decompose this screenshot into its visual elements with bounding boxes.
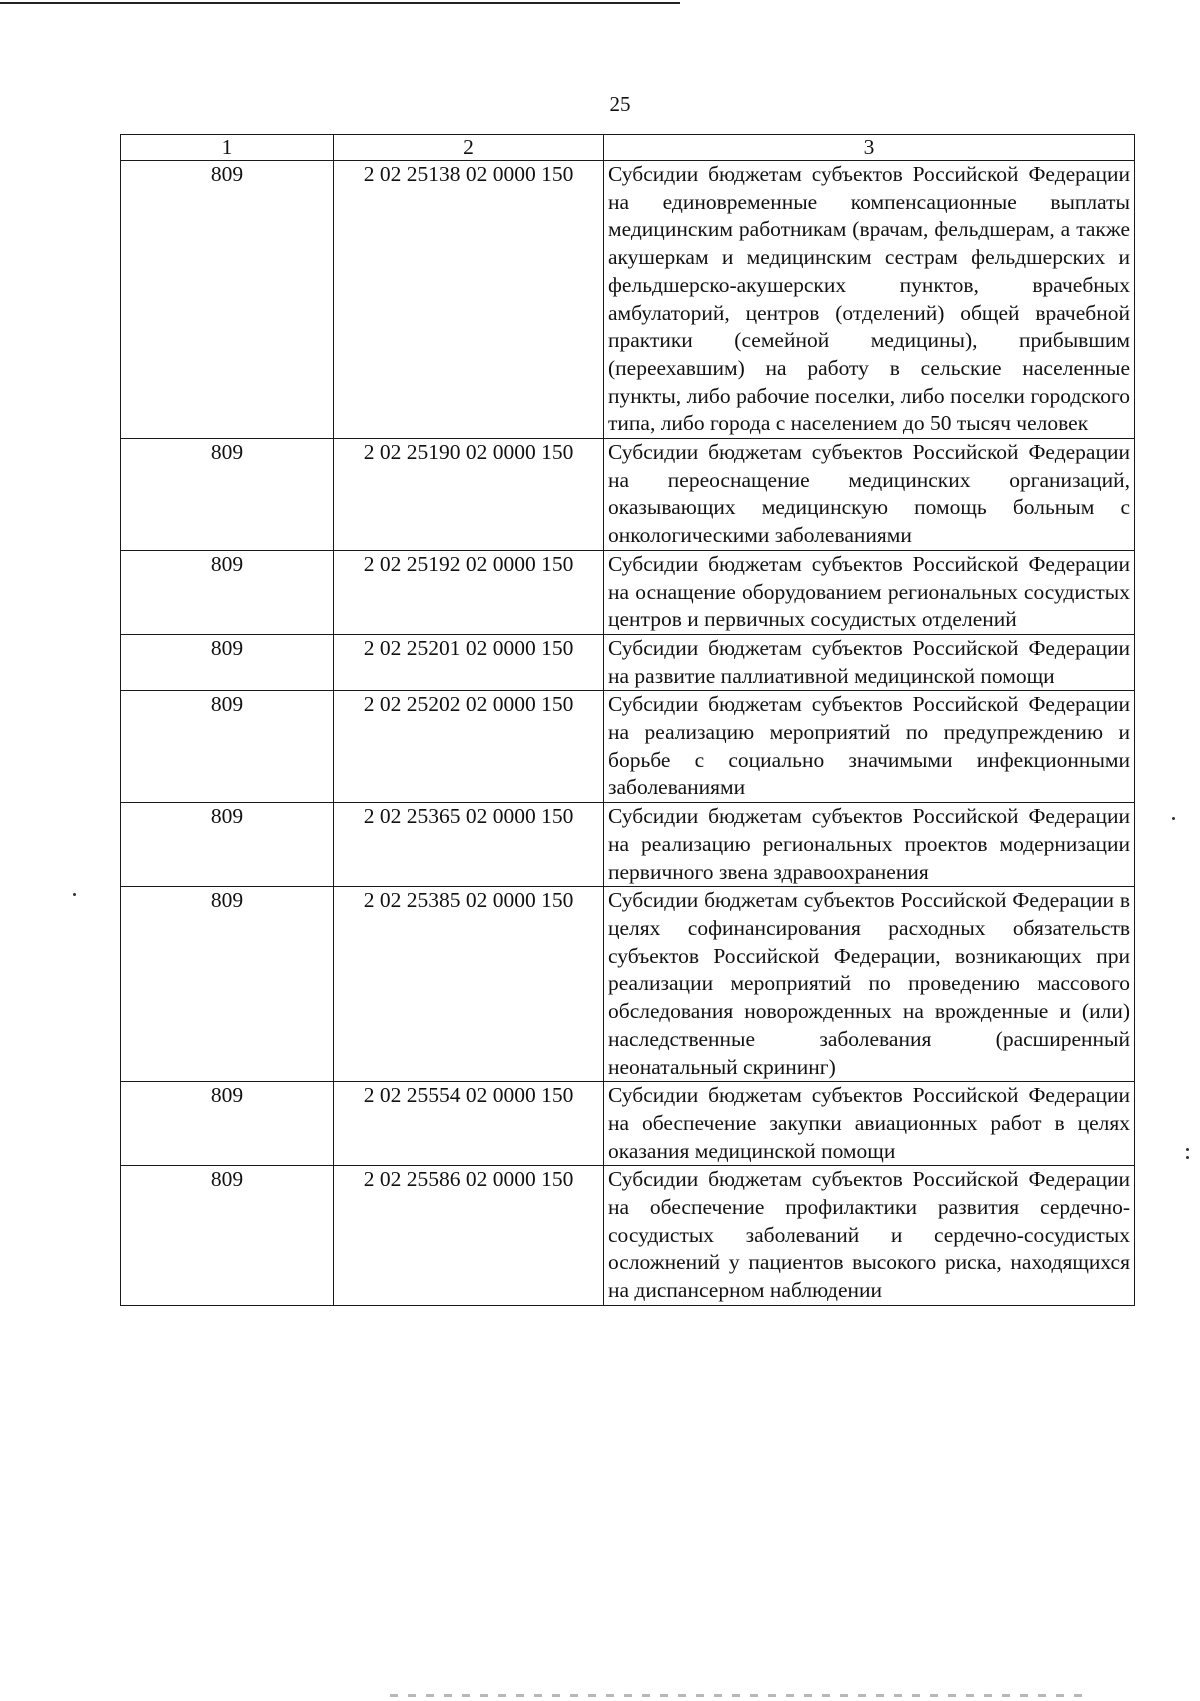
scan-edge-noise [390,1694,1090,1697]
budget-code-cell: 2 02 25554 02 0000 150 [334,1082,604,1166]
description-cell: Субсидии бюджетам субъектов Российской Федерации на оснащение оборудованием региональных сосудистых центров и первичных сосудистых отделений [604,550,1135,634]
header-col-2: 2 [334,135,604,161]
header-col-3: 3 [604,135,1135,161]
admin-code-cell: 809 [121,1166,334,1306]
description-cell: Субсидии бюджетам субъектов Российской Федерации на реализацию мероприятий по предупреждению и борьбе с социально значимыми инфекционными заболеваниями [604,691,1135,803]
table-row [121,887,1135,1082]
scan-speck [1186,1148,1189,1151]
table-row [121,161,1135,439]
description-cell: Субсидии бюджетам субъектов Российской Федерации на обеспечение закупки авиационных работ в целях оказания медицинской помощи [604,1082,1135,1166]
admin-code-cell: 809 [121,887,334,1082]
table-row [121,634,1135,690]
budget-code-cell: 2 02 25138 02 0000 150 [334,161,604,439]
admin-code-cell: 809 [121,803,334,887]
admin-code-cell: 809 [121,1082,334,1166]
top-rule [0,2,680,4]
description-cell: Субсидии бюджетам субъектов Российской Федерации на обеспечение профилактики развития сердечно-сосудистых заболеваний и сердечно-сосудистых осложнений у пациентов высокого риска, находящихся на диспансерном наблюдении [604,1166,1135,1306]
budget-code-cell: 2 02 25385 02 0000 150 [334,887,604,1082]
budget-code-cell: 2 02 25192 02 0000 150 [334,550,604,634]
admin-code-cell: 809 [121,634,334,690]
admin-code-cell: 809 [121,691,334,803]
admin-code-cell: 809 [121,550,334,634]
description-cell: Субсидии бюджетам субъектов Российской Федерации на развитие паллиативной медицинской помощи [604,634,1135,690]
admin-code-cell: 809 [121,161,334,439]
budget-code-cell: 2 02 25202 02 0000 150 [334,691,604,803]
header-row [121,135,1135,161]
scan-speck [73,893,76,896]
table-row [121,803,1135,887]
header-col-1: 1 [121,135,334,161]
budget-code-cell: 2 02 25365 02 0000 150 [334,803,604,887]
budget-code-cell: 2 02 25586 02 0000 150 [334,1166,604,1306]
table-row [121,691,1135,803]
table-row [121,1082,1135,1166]
page-number: 25 [609,92,631,116]
budget-code-cell: 2 02 25190 02 0000 150 [334,439,604,551]
scan-speck [1186,1156,1189,1159]
budget-code-cell: 2 02 25201 02 0000 150 [334,634,604,690]
table-row [121,550,1135,634]
description-cell: Субсидии бюджетам субъектов Российской Федерации на единовременные компенсационные выплаты медицинским работникам (врачам, фельдшерам, а также акушеркам и медицинским сестрам фельдшерских и фельдшерско-акушерских пунктов, врачебных амбулаторий, центров (отделений) общей врачебной практики (семейной медицины), прибывшим (переехавшим) на работу в сельские населенные пункты, либо рабочие поселки, либо поселки городского типа, либо города с населением до 50 тысяч человек [604,161,1135,439]
table-row [121,1166,1135,1306]
scan-speck [1172,817,1175,820]
description-cell: Субсидии бюджетам субъектов Российской Федерации в целях софинансирования расходных обязательств субъектов Российской Федерации, возникающих при реализации мероприятий по проведению массового обследования новорожденных на врожденные и (или) наследственные заболевания (расширенный неонатальный скрининг) [604,887,1135,1082]
table-row [121,439,1135,551]
description-cell: Субсидии бюджетам субъектов Российской Федерации на реализацию региональных проектов модернизации первичного звена здравоохранения [604,803,1135,887]
budget-codes-table [120,134,1135,1306]
admin-code-cell: 809 [121,439,334,551]
description-cell: Субсидии бюджетам субъектов Российской Федерации на переоснащение медицинских организаций, оказывающих медицинскую помощь больным с онкологическими заболеваниями [604,439,1135,551]
